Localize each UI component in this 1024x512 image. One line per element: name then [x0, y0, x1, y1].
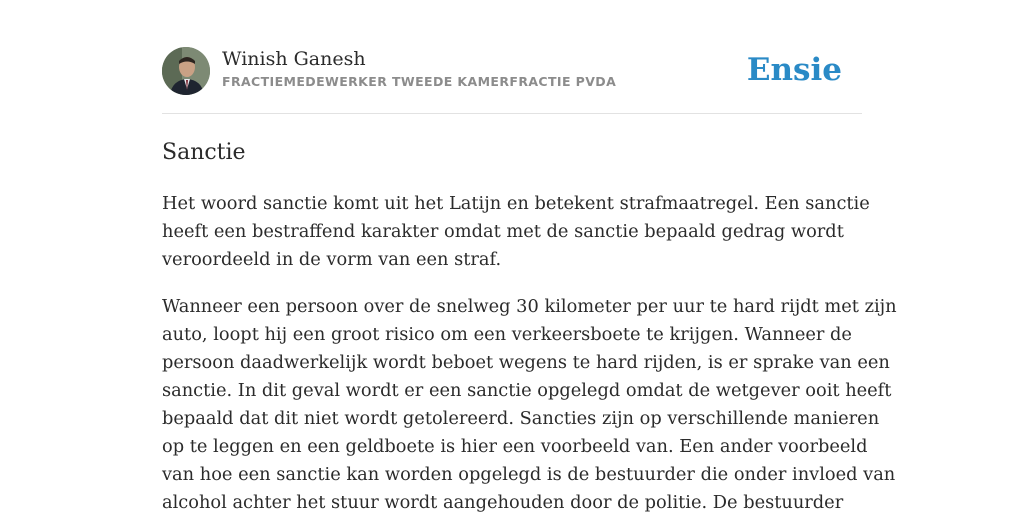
- paragraph-line: alcohol achter het stuur wordt aangehouden door de politie. De bestuurder: [162, 492, 844, 512]
- article-body: [162, 190, 897, 512]
- paragraph-line: veroordeeld in de vorm van een straf.: [162, 249, 502, 270]
- paragraph-line: Het woord sanctie komt uit het Latijn en betekent strafmaatregel. Een sanctie: [162, 193, 870, 214]
- article-paragraph: [162, 190, 882, 274]
- paragraph-line: persoon daadwerkelijk wordt beboet wegens te hard rijden, is er sprake van een: [162, 352, 890, 373]
- paragraph-line: heeft een bestraffend karakter omdat met de sanctie bepaald gedrag wordt: [162, 221, 844, 242]
- author-role: FRACTIEMEDEWERKER TWEEDE KAMERFRACTIE PVDA: [222, 74, 617, 89]
- paragraph-line: sanctie. In dit geval wordt er een sanctie opgelegd omdat de wetgever ooit heeft: [162, 380, 892, 401]
- article-paragraph: [162, 293, 897, 512]
- paragraph-line: auto, loopt hij een groot risico om een verkeersboete te krijgen. Wanneer de: [162, 324, 852, 345]
- paragraph-line: op te leggen en een geldboete is hier een voorbeeld van. Een ander voorbeeld: [162, 436, 868, 457]
- brand-logo[interactable]: Ensie: [746, 52, 842, 88]
- paragraph-line: van hoe een sanctie kan worden opgelegd is de bestuurder die onder invloed van: [162, 464, 896, 485]
- paragraph-line: bepaald dat dit niet wordt getolereerd. Sancties zijn op verschillende manieren: [162, 408, 880, 429]
- person-icon: [162, 47, 210, 95]
- author-name[interactable]: Winish Ganesh: [222, 48, 366, 70]
- author-header: [162, 46, 862, 96]
- header-divider: [162, 113, 862, 114]
- author-avatar[interactable]: [162, 47, 210, 95]
- article-title: Sanctie: [162, 140, 246, 165]
- paragraph-line: Wanneer een persoon over de snelweg 30 kilometer per uur te hard rijdt met zijn: [162, 296, 897, 317]
